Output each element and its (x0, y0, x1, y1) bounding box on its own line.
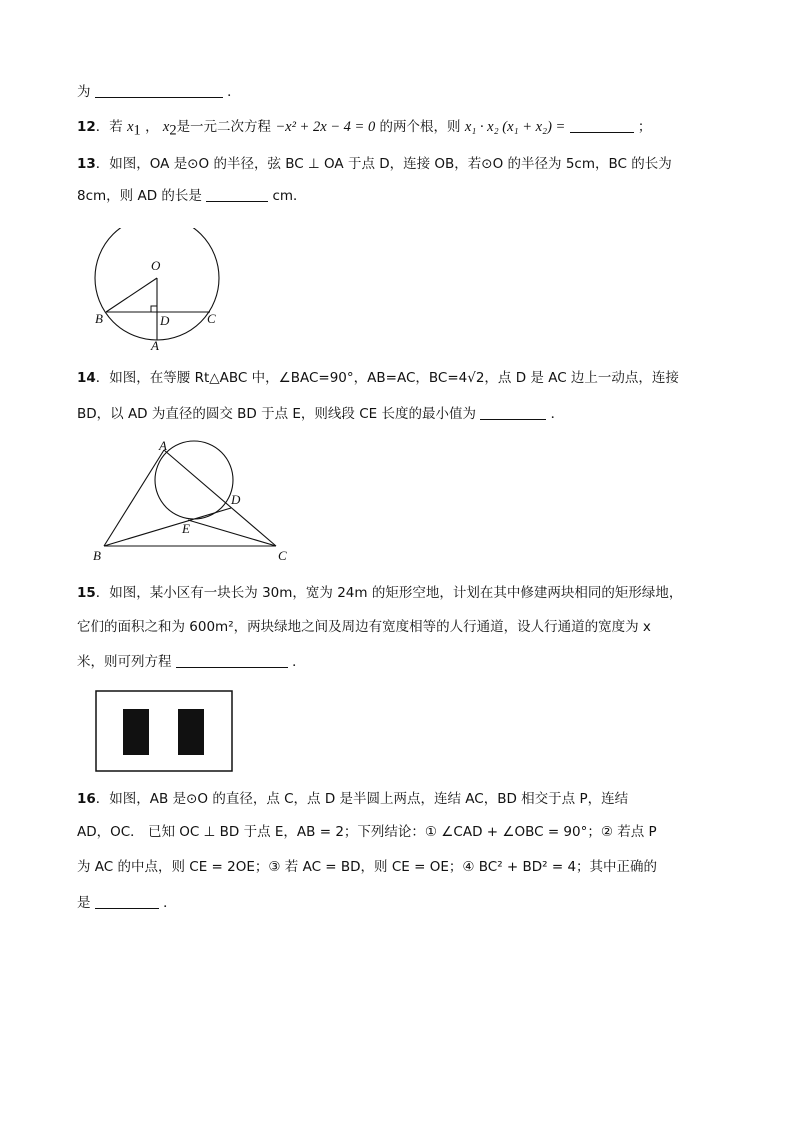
circle-chord-figure (82, 228, 232, 353)
answer-blank-q14[interactable] (480, 405, 546, 420)
label-d: D (160, 313, 170, 328)
side-ab (104, 450, 164, 546)
label-b: B (93, 548, 101, 563)
green-space-right (178, 709, 204, 755)
quadratic-equation: −x² + 2x − 4 = 0 (275, 119, 376, 135)
label-c: C (278, 548, 287, 563)
question-16-line-2: AD，OC． 已知 OC ⊥ BD 于点 E，AB = 2；下列结论：① ∠CAD + ∠OBC = 90°；② 若点 P (77, 824, 657, 840)
question-16-line-1: 16．如图，AB 是⊙O 的直径，点 C，点 D 是半圆上两点，连结 AC，BD 相交于点 P，连结 (77, 791, 629, 807)
root-expression: x₁ · x₂ (x₁ + x₂) = (464, 119, 566, 135)
answer-blank-q15[interactable] (176, 653, 288, 668)
answer-blank-q11[interactable] (95, 83, 223, 98)
segment-ob (106, 278, 157, 312)
q11-tail: 为 ． (77, 84, 241, 100)
rectangular-plot-figure (95, 690, 235, 774)
question-16-line-3: 为 AC 的中点，则 CE = 2OE；③ 若 AC = BD，则 CE = OE；④ BC² + BD² = 4；其中正确的 (77, 859, 658, 875)
side-ac (164, 450, 276, 546)
triangle-circle-figure (88, 436, 298, 566)
question-15-line-2: 它们的面积之和为 600m²，两块绿地之间及周边有宽度相等的人行通道，设人行通道的宽度为 x (77, 619, 651, 635)
answer-blank-q13[interactable] (206, 187, 268, 202)
right-angle-mark (151, 306, 157, 312)
label-o: O (151, 258, 161, 273)
label-a: A (159, 438, 167, 453)
question-15-line-3: 米，则可列方程 ． (77, 654, 306, 670)
green-space-left (123, 709, 149, 755)
question-14-line-1: 14．如图，在等腰 Rt△ABC 中，∠BAC=90°，AB=AC，BC=4√2，点 D 是 AC 边上一动点，连接 (77, 370, 679, 386)
label-b: B (95, 311, 103, 326)
label-e: E (182, 521, 190, 536)
label-c: C (207, 311, 216, 326)
label-a: A (151, 338, 159, 353)
question-16-line-4: 是 ． (77, 895, 177, 911)
segment-ce (188, 520, 276, 546)
question-13-line-1: 13．如图，OA 是⊙O 的半径，弦 BC ⊥ OA 于点 D，连接 OB，若⊙O 的半径为 5cm，BC 的长为 (77, 156, 672, 172)
question-15-line-1: 15．如图，某小区有一块长为 30m，宽为 24m 的矩形空地，计划在其中修建两块相同的矩形绿地， (77, 585, 683, 601)
question-13-line-2: 8cm，则 AD 的长是 cm． (77, 188, 307, 204)
label-d: D (231, 492, 241, 507)
answer-blank-q16[interactable] (95, 894, 159, 909)
plot-outline (96, 691, 232, 771)
answer-blank-q12[interactable] (570, 118, 634, 133)
question-14-line-2: BD，以 AD 为直径的圆交 BD 于点 E，则线段 CE 长度的最小值为 ． (77, 406, 565, 422)
question-12: 12．若 $x_1$ ， $x_2$是一元二次方程 −x² + 2x − 4 = 0 的两个根，则 x₁ · x₂ (x₁ + x₂) = ； (77, 119, 652, 139)
